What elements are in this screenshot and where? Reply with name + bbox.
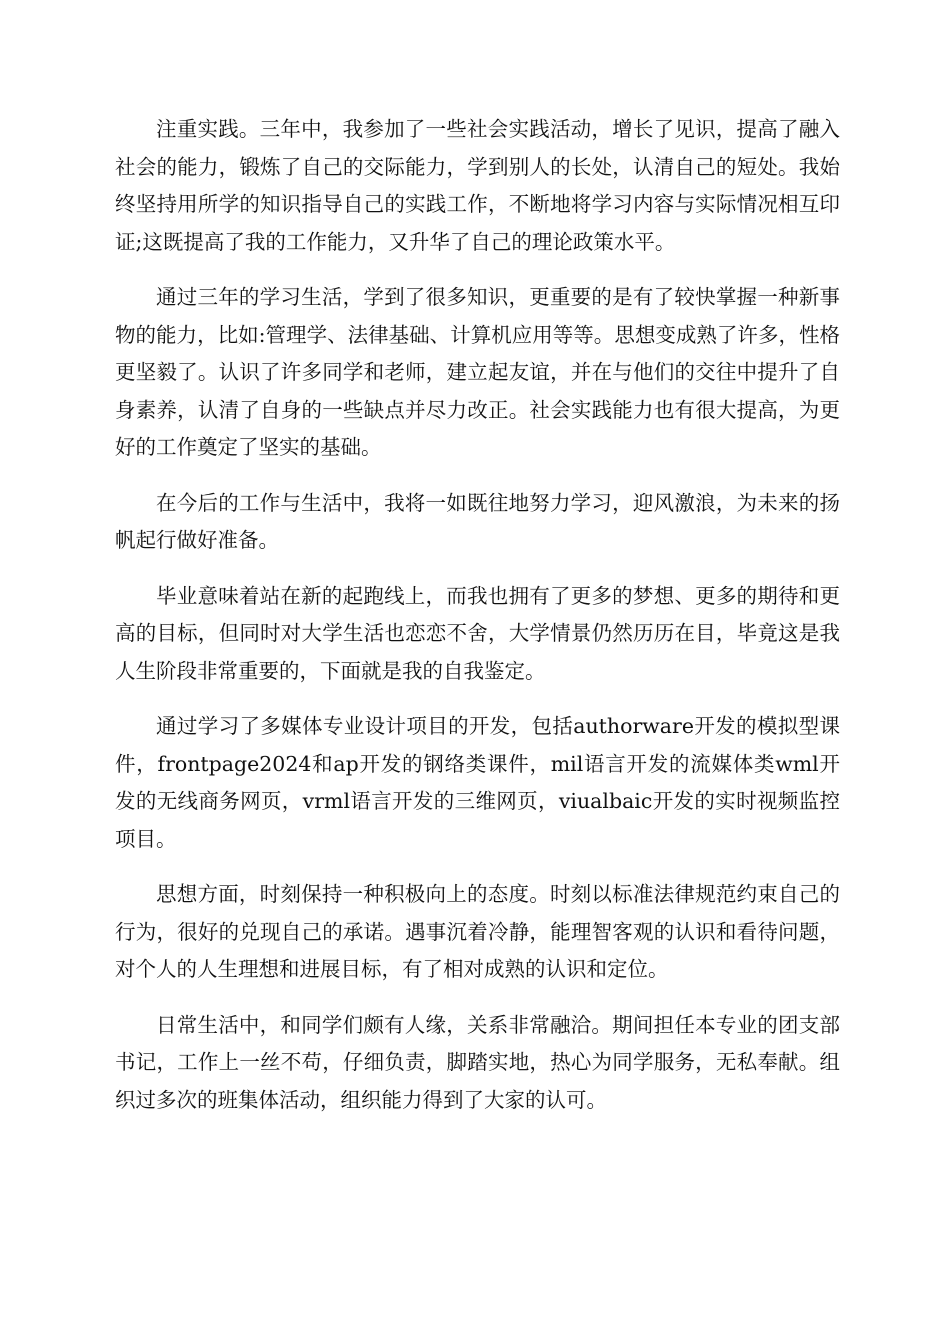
paragraph-daily-life: 日常生活中，和同学们颇有人缘，关系非常融洽。期间担任本专业的团支部书记，工作上一丝不苟，仔细负责，脚踏实地，热心为同学服务，无私奉献。组织过多次的班集体活动，组织能力得到了大家的认可。 — [115, 1012, 840, 1112]
paragraph-future: 在今后的工作与生活中，我将一如既往地努力学习，迎风激浪，为未来的扬帆起行做好准备。 — [115, 490, 840, 552]
document-body — [115, 111, 840, 1137]
paragraph-thinking: 思想方面，时刻保持一种积极向上的态度。时刻以标准法律规范约束自己的行为，很好的兑现自己的承诺。遇事沉着冷静，能理智客观的认识和看待问题，对个人的人生理想和进展目标，有了相对成熟的认识和定位。 — [115, 882, 840, 981]
paragraph-practice: 注重实践。三年中，我参加了一些社会实践活动，增长了见识，提高了融入社会的能力，锻炼了自己的交际能力，学到别人的长处，认清自己的短处。我始终坚持用所学的知识指导自己的实践工作，不断地将学习内容与实际情况相互印证;这既提高了我的工作能力，又升华了自己的理论政策水平。 — [115, 117, 840, 254]
paragraph-graduation: 毕业意味着站在新的起跑线上，而我也拥有了更多的梦想、更多的期待和更高的目标，但同时对大学生活也恋恋不舍，大学情景仍然历历在目，毕竟这是我人生阶段非常重要的，下面就是我的自我鉴定。 — [115, 583, 840, 683]
paragraph-multimedia-projects: 通过学习了多媒体专业设计项目的开发，包括authorware开发的模拟型课件，frontpage2024和ap开发的钢络类课件，mil语言开发的流媒体类wml开发的无线商务网页，vrml语言开发的三维网页，viualbaic开发的实时视频监控项目。 — [115, 714, 840, 851]
paragraph-study-life: 通过三年的学习生活，学到了很多知识，更重要的是有了较快掌握一种新事物的能力，比如:管理学、法律基础、计算机应用等等。思想变成熟了许多，性格更坚毅了。认识了许多同学和老师，建立起友谊，并在与他们的交往中提升了自身素养，认清了自身的一些缺点并尽力改正。社会实践能力也有很大提高，为更好的工作奠定了坚实的基础。 — [115, 285, 840, 459]
